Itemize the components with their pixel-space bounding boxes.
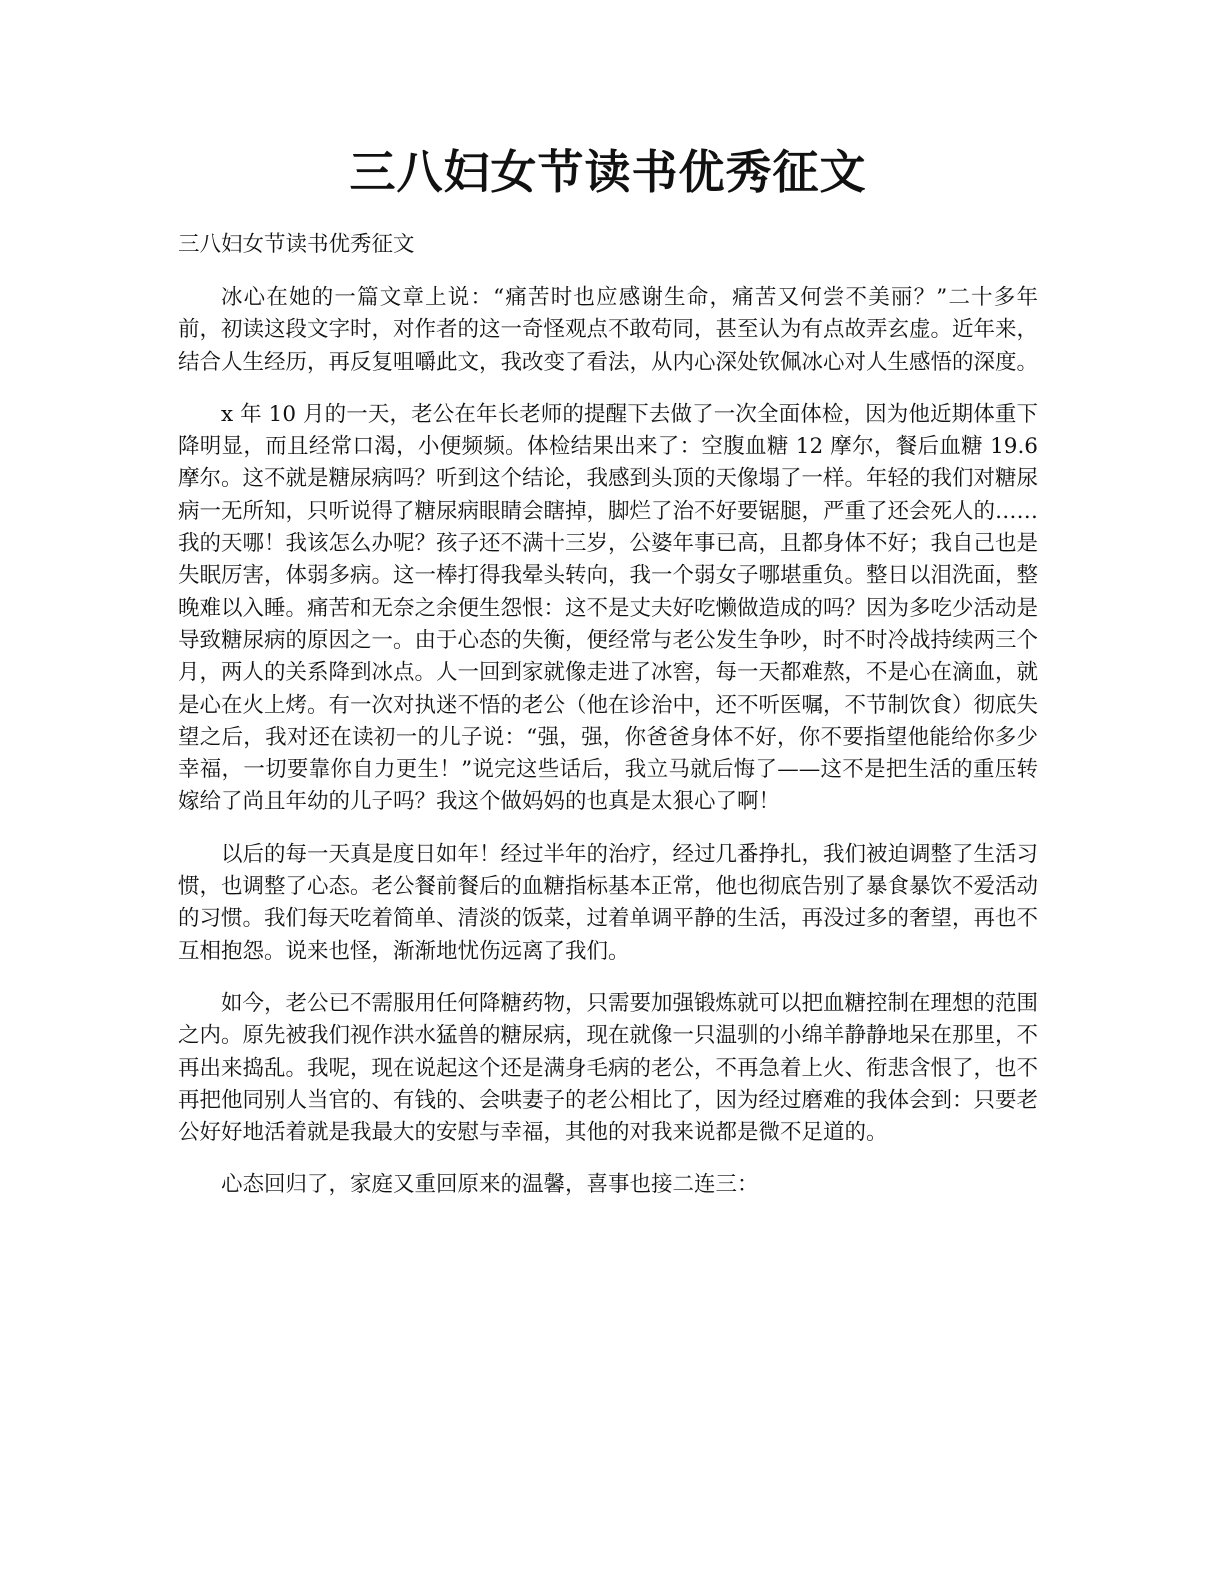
paragraph: 冰心在她的一篇文章上说：“痛苦时也应感谢生命，痛苦又何尝不美丽？”二十多年前，初读这段文字时，对作者的这一奇怪观点不敢苟同，甚至认为有点故弄玄虚。近年来，结合人生经历，再反复咀嚼此文，我改变了看法，从内心深处钦佩冰心对人生感悟的深度。: [178, 285, 1039, 375]
paragraph: 如今，老公已不需服用任何降糖药物，只需要加强锻炼就可以把血糖控制在理想的范围之内。原先被我们视作洪水猛兽的糖尿病，现在就像一只温驯的小绵羊静静地呆在那里，不再出来捣乱。我呢，现在说起这个还是满身毛病的老公，不再急着上火、衔悲含恨了，也不再把他同别人当官的、有钱的、会哄妻子的老公相比了，因为经过磨难的我体会到：只要老公好好地活着就是我最大的安慰与幸福，其他的对我来说都是微不足道的。: [178, 990, 1039, 1146]
paragraph: 以后的每一天真是度日如年！经过半年的治疗，经过几番挣扎，我们被迫调整了生活习惯，也调整了心态。老公餐前餐后的血糖指标基本正常，他也彻底告别了暴食暴饮不爱活动的习惯。我们每天吃着简单、清淡的饭菜，过着单调平静的生活，再没过多的奢望，再也不互相抱怨。说来也怪，渐渐地忧伤远离了我们。: [178, 841, 1039, 964]
document-subtitle: 三八妇女节读书优秀征文: [178, 232, 415, 257]
document-title: 三八妇女节读书优秀征文: [349, 145, 867, 199]
paragraph: x 年 10 月的一天，老公在年长老师的提醒下去做了一次全面体检，因为他近期体重下降明显，而且经常口渴，小便频频。体检结果出来了：空腹血糖 12 摩尔，餐后血糖 19.6 摩尔。这不就是糖尿病吗？听到这个结论，我感到头顶的天像塌了一样。年轻的我们对糖尿病一无所知，只听说得了糖尿病眼睛会瞎掉，脚烂了治不好要锯腿，严重了还会死人的……我的天哪！我该怎么办呢？孩子还不满十三岁，公婆年事已高，且都身体不好；我自己也是失眠厉害，体弱多病。这一棒打得我晕头转向，我一个弱女子哪堪重负。整日以泪洗面，整晚难以入睡。痛苦和无奈之余便生怨恨：这不是丈夫好吃懒做造成的吗？因为多吃少活动是导致糖尿病的原因之一。由于心态的失衡，便经常与老公发生争吵，时不时冷战持续两三个月，两人的关系降到冰点。人一回到家就像走进了冰窖，每一天都难熬，不是心在滴血，就是心在火上烤。有一次对执迷不悟的老公（他在诊治中，还不听医嘱，不节制饮食）彻底失望之后，我对还在读初一的儿子说：“强，强，你爸爸身体不好，你不要指望他能给你多少幸福，一切要靠你自力更生！”说完这些话后，我立马就后悔了——这不是把生活的重压转嫁给了尚且年幼的儿子吗？我这个做妈妈的也真是太狠心了啊！: [178, 401, 1039, 815]
document-body: [178, 282, 1038, 1222]
paragraph: 心态回归了，家庭又重回原来的温馨，喜事也接二连三：: [221, 1172, 759, 1198]
